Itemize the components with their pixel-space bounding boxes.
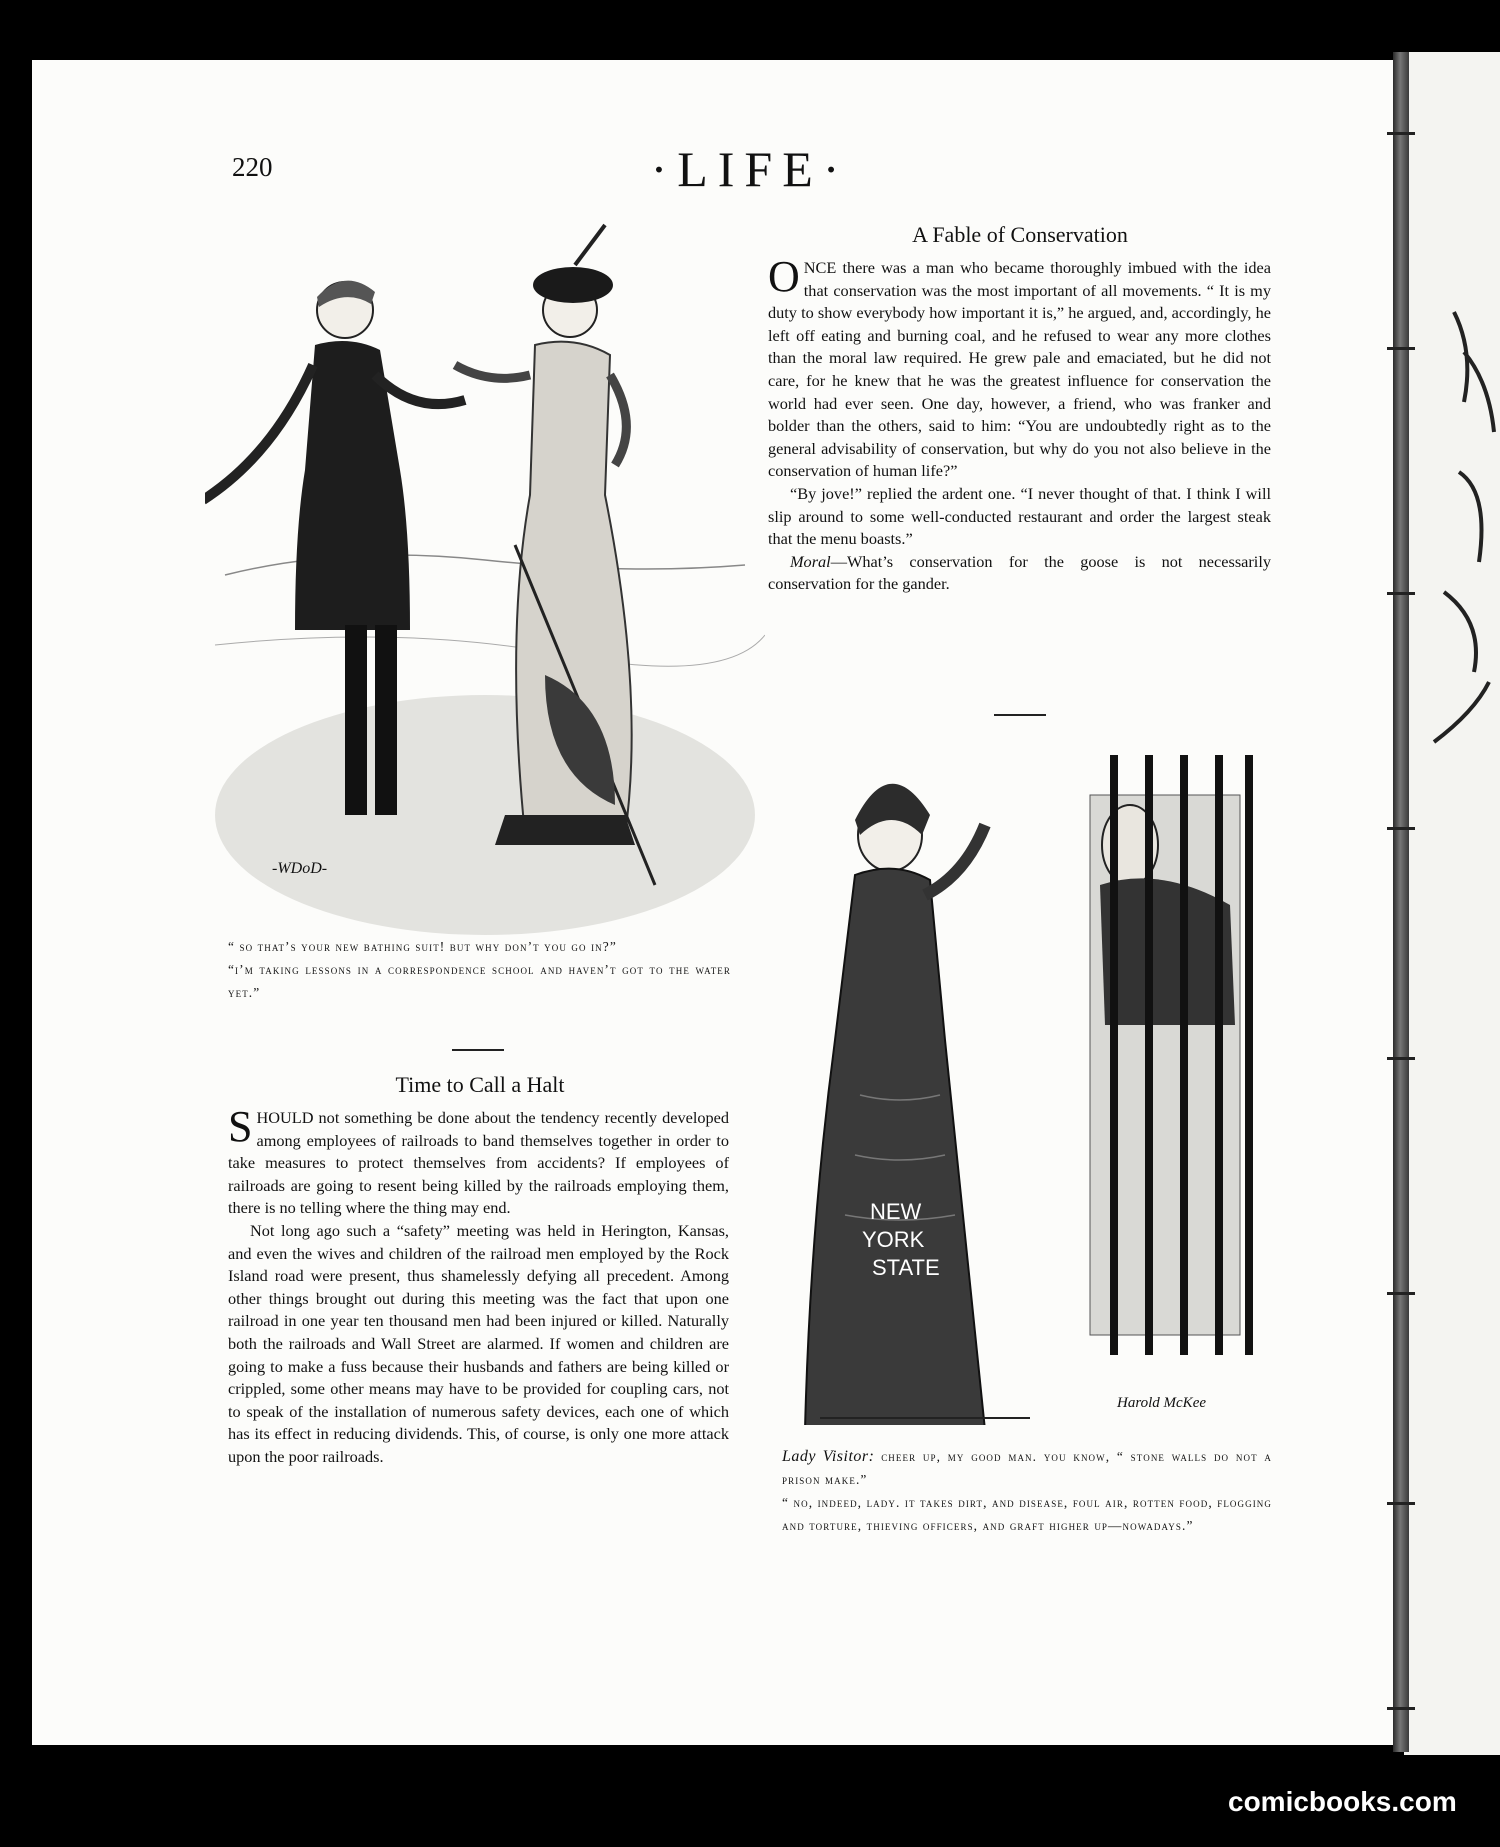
dress-text: STATE bbox=[872, 1255, 940, 1280]
moral-label: Moral bbox=[790, 551, 831, 571]
bathing-suit-caption bbox=[228, 935, 731, 1004]
paragraph: HOULD not something be done about the tendency recently developed among employees of railroads to band themselves together in order to take measures to protect themselves from accidents? If employees of railroads are going to resent being killed by the railroads employing them, there is no telling where the thing may end. bbox=[228, 1108, 729, 1218]
paragraph: NCE there was a man who became thoroughly imbued with the idea that conservation was the most important of all movements. “ It is my duty to show everybody how important it is,” he argued, and, accordingly, he left off eating and burning coal, and he refused to wear any more clothes than the moral law required. He grew pale and emaciated, but he did not care, for he knew that he was the greatest influence for conservation the world had ever seen. One day, however, a friend, who was franker and bolder than the others, said to him: “You are undoubtedly right as to the general advisability of conservation, but why do you not also believe in the conservation of human life?” bbox=[768, 258, 1271, 481]
moral-text: —What’s conservation for the goose is not necessarily conservation for the gander. bbox=[768, 551, 1271, 594]
dropcap: S bbox=[228, 1102, 253, 1151]
adjacent-page-sketch bbox=[1404, 52, 1500, 1755]
binding-spine bbox=[1393, 52, 1409, 1752]
caption-speech: cheer up, my good man. you know, “ stone walls do not a prison make.” bbox=[782, 1449, 1273, 1487]
caption-line: “i’m taking lessons in a correspondence school and haven’t got to the water yet.” bbox=[228, 962, 731, 1000]
fable-title: A Fable of Conservation bbox=[912, 222, 1128, 247]
caption-line: “ so that’s your new bathing suit! but why don’t you go in?” bbox=[228, 939, 617, 954]
illustration-signature: -WDoD- bbox=[272, 860, 328, 877]
dropcap: O bbox=[768, 252, 800, 301]
dress-text: NEW bbox=[870, 1199, 922, 1224]
moral-paragraph bbox=[768, 551, 1271, 596]
cartoon-signature: Harold McKee bbox=[1117, 1395, 1207, 1411]
masthead-title: ·LIFE· bbox=[650, 141, 850, 197]
dress-text: YORK bbox=[862, 1227, 925, 1252]
paragraph: Not long ago such a “safety” meeting was held in Herington, Kansas, and even the wives and children of the railroad men employed by the Rock Island road were present, thus shamelessly defying all precedent. Among other things brought out during this meeting was the fact that upon one railroad in one year ten thousand men had been injured or killed. Naturally both the railroads and Wall Street are alarmed. If women and children are going to make a fuss because their husbands and fathers are being killed or crippled, some other means may have to be provided for coupling cars, not to speak of the installation of numerous safety devices, each one of which has its effect in reducing dividends. This, of course, is only one more attack upon the poor railroads. bbox=[228, 1220, 729, 1466]
caption-line: “ no, indeed, lady. it takes dirt, and disease, foul air, rotten food, flogging and torture, thieving officers, and graft higher up—nowadays.” bbox=[782, 1495, 1273, 1533]
halt-title: Time to Call a Halt bbox=[395, 1072, 565, 1097]
bathing-suit-illustration bbox=[205, 215, 765, 935]
watermark-brand: comicbooks.com bbox=[1228, 1786, 1457, 1817]
section-divider bbox=[994, 714, 1046, 716]
caption-speaker: Lady Visitor: bbox=[782, 1448, 875, 1465]
fable-article bbox=[768, 252, 1271, 596]
adjacent-page-edge bbox=[1404, 52, 1500, 1755]
page-number: 220 bbox=[232, 152, 273, 182]
prison-cartoon bbox=[800, 735, 1280, 1425]
paragraph: “By jove!” replied the ardent one. “I never thought of that. I think I will slip around to some well-conducted restaurant and order the largest steak that the menu boasts.” bbox=[768, 483, 1271, 549]
caption-line bbox=[782, 1445, 1272, 1491]
section-divider bbox=[452, 1049, 504, 1051]
halt-article bbox=[228, 1102, 729, 1469]
prison-caption bbox=[782, 1445, 1272, 1537]
